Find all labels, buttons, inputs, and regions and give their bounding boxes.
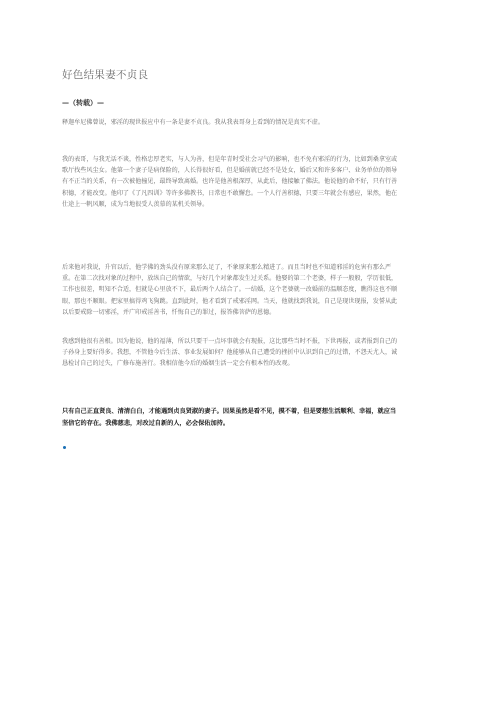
- paragraph-2: 我的表哥，与我无话不谈，性格忠厚老实，与人为善，但是年青时受社会习气的影响，也不免有邪淫的行为，比如到桑拿室或歌厅找些风尘女。他第一个妻子是病保险的，人长得很好看，但是婚前就已经不是处女，婚后又和许多客户、业务单位的领导有不正当的关系，有一次被他撞见，最终导致离婚。也许是他善根深厚，从此后，他接触了佛法。他说他的命不好，只有行善积德，才能改变。他印了《了凡四训》等许多佛教书，日常也不敢懈怠。一个人行善积德，只要三年就会有感应，果然，他在仕途上一帆风顺，成为当地很受人羡慕的某机关领导。: [62, 156, 398, 208]
- document-subtitle: —（转载）—: [62, 99, 104, 107]
- conclusion-paragraph: 只有自己正直贤良、清清白白，才能遇到贞良贤淑的妻子。因果虽然是看不见，摸不着，但是要想生活顺利、幸福，就应当坚信它的存在。我佛慈悲，对改过自新的人，必会保佑加持。: [62, 408, 397, 427]
- paragraph-1: 释迦牟尼佛曾说，邪淫的现世报应中有一条是妻不贞良。我从我表哥身上看到的情况是真实不虚。: [62, 119, 325, 126]
- paragraph-3: 后来他对我说，升官以后，他学佛的劲头没有原来那么足了，不象原来那么精进了。而且当时也不知道邪淫的危害有那么严重。在第二次找对象的过程中，放纵自己的情欲，与好几个对象都发生过关系。他娶的第二个老婆，样子一般般，学历很低，工作也很差，明知不合适，但就是心里放不下，最后两个人结合了。一结婚，这个老婆就一改婚前的温顺态度，瞧得这也不顺眼，那也不顺眼。把家里搞得鸡飞狗跳。直到此时，他才看到了戒邪淫网。当天，他就找到我说，自己是现世现报，发誓从此以后要戒除一切邪淫，并广印戒淫善书，忏悔自己的罪过，报答佛菩萨的恩德。: [62, 264, 398, 316]
- paragraph-4: 我感到他很有善根。因为他说，他的福薄，所以只要干一点坏事就会有现报，这比那些当时不报，下世再报，或者报到自己的子孙身上要好得多。我想，不管他今后生活、事业发展如何？他能够从自己遭受的挫折中认识到自己的过错，不怨天尤人，诚恳检讨自己的过失，广修布施善行。我相信他今后的婚姻生活一定会有根本性的改观。: [62, 338, 398, 368]
- bullet-dot-icon: [63, 446, 66, 449]
- document-title: 好色结果妻不贞良: [62, 69, 149, 81]
